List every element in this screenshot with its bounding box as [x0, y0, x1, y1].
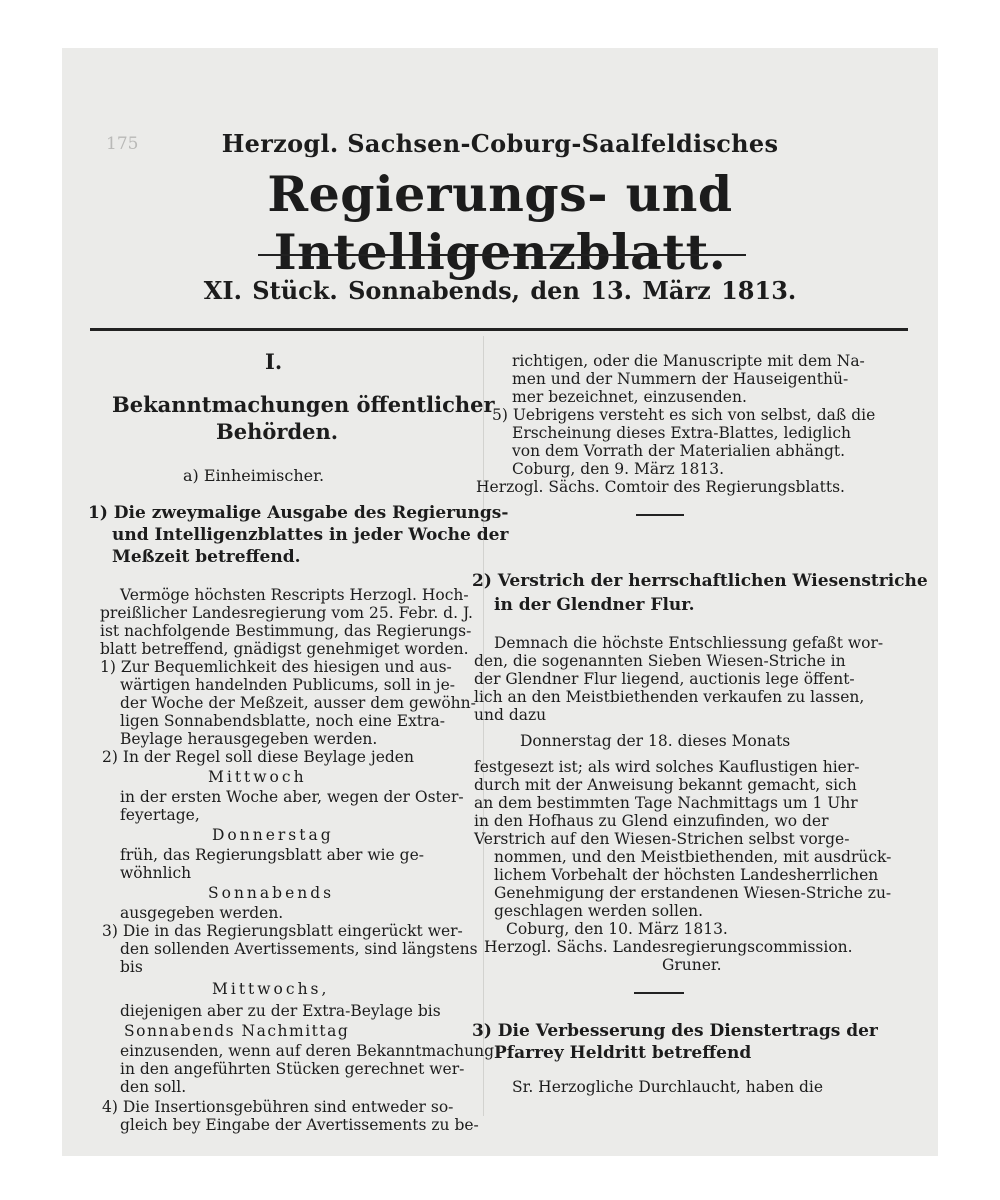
- body-line: Erscheinung dieses Extra-Blattes, lediglich: [512, 424, 852, 442]
- body-line: und dazu: [474, 706, 547, 724]
- body-line: 3) Die in das Regierungsblatt eingerückt wer-: [102, 922, 463, 940]
- body-line: blatt betreffend, gnädigst genehmiget worden.: [100, 640, 469, 658]
- body-line: Beylage herausgegeben werden.: [120, 730, 378, 748]
- signature-line: Herzogl. Sächs. Landesregierungscommission.: [484, 938, 853, 956]
- body-line: Genehmigung der erstandenen Wiesen-Striche zu-: [494, 884, 892, 902]
- section-number: I.: [265, 349, 283, 374]
- body-line: wöhnlich: [120, 864, 192, 882]
- body-line: in der ersten Woche aber, wegen der Oster-: [120, 788, 464, 806]
- body-line: wärtigen handelnden Publicums, soll in je-: [120, 676, 455, 694]
- item-heading-line: Meßzeit betreffend.: [112, 547, 301, 567]
- newspaper-page: [62, 48, 938, 1156]
- dateline: Coburg, den 9. März 1813.: [512, 460, 724, 478]
- body-line: der Woche der Meßzeit, ausser dem gewöhn-: [120, 694, 476, 712]
- body-line: geschlagen werden sollen.: [494, 902, 704, 920]
- emphasized-day: Sonnabends: [208, 884, 335, 902]
- body-line: in den angeführten Stücken gerechnet wer-: [120, 1060, 465, 1078]
- body-line: lich an den Meistbiethenden verkaufen zu lassen,: [474, 688, 865, 706]
- body-line: nommen, und den Meistbiethenden, mit ausdrück-: [494, 848, 892, 866]
- masthead-rule: [258, 254, 746, 256]
- body-line: Verstrich auf den Wiesen-Strichen selbst vorge-: [474, 830, 850, 848]
- column-divider: [483, 336, 484, 1116]
- page-number: 175: [106, 134, 139, 154]
- body-line: 1) Zur Bequemlichkeit des hiesigen und aus-: [100, 658, 452, 676]
- body-line: der Glendner Flur liegend, auctionis lege öffent-: [474, 670, 855, 688]
- body-line: von dem Vorrath der Materialien abhängt.: [512, 442, 846, 460]
- issue-line: XI. Stück. Sonnabends, den 13. März 1813.: [203, 276, 797, 305]
- body-line: 5) Uebrigens versteht es sich von selbst, daß die: [492, 406, 876, 424]
- body-line: durch mit der Anweisung bekannt gemacht, sich: [474, 776, 857, 794]
- body-line: den, die sogenannten Sieben Wiesen-Striche in: [474, 652, 846, 670]
- section-heading-line: Bekanntmachungen öffentlicher: [112, 392, 495, 417]
- emphasized-day: Mittwoch: [208, 768, 307, 786]
- header-rule: [90, 328, 908, 331]
- masthead-title: Regierungs- und Intelligenzblatt.: [267, 165, 733, 281]
- body-line: gleich bey Eingabe der Avertissements zu be-: [120, 1116, 479, 1134]
- body-line: bis: [120, 958, 143, 976]
- emphasized-day: Mittwochs,: [212, 980, 330, 998]
- separator-rule: [636, 514, 684, 516]
- body-line: einzusenden, wenn auf deren Bekanntmachung: [120, 1042, 494, 1060]
- body-line: Vermöge höchsten Rescripts Herzogl. Hoch-: [120, 586, 469, 604]
- body-line: ist nachfolgende Bestimmung, das Regierungs-: [100, 622, 472, 640]
- body-line: ausgegeben werden.: [120, 904, 284, 922]
- body-line: 2) In der Regel soll diese Beylage jeden: [102, 748, 414, 766]
- emphasized-date: Donnerstag der 18. dieses Monats: [520, 732, 791, 750]
- subsection-heading: a) Einheimischer.: [183, 466, 325, 485]
- masthead-subtitle: Herzogl. Sachsen-Coburg-Saalfeldisches: [221, 129, 779, 158]
- signatory-name: Gruner.: [662, 956, 722, 974]
- body-line: mer bezeichnet, einzusenden.: [512, 388, 747, 406]
- emphasized-day: Donnerstag: [212, 826, 334, 844]
- body-line: den sollenden Avertissements, sind längstens: [120, 940, 478, 958]
- dateline: Coburg, den 10. März 1813.: [506, 920, 728, 938]
- body-line: Demnach die höchste Entschliessung gefaßt wor-: [494, 634, 884, 652]
- body-line: Sr. Herzogliche Durchlaucht, haben die: [512, 1078, 824, 1096]
- separator-rule: [634, 992, 684, 994]
- body-line: feyertage,: [120, 806, 200, 824]
- section-heading-line: Behörden.: [216, 419, 339, 444]
- signature-line: Herzogl. Sächs. Comtoir des Regierungsblatts.: [476, 478, 845, 496]
- body-line: an dem bestimmten Tage Nachmittags um 1 Uhr: [474, 794, 858, 812]
- item-heading-line: 3) Die Verbesserung des Dienstertrags der: [472, 1021, 878, 1041]
- item-heading-line: und Intelligenzblattes in jeder Woche der: [112, 525, 509, 545]
- item-heading-line: Pfarrey Heldritt betreffend: [494, 1043, 752, 1063]
- body-line: 4) Die Insertionsgebühren sind entweder so-: [102, 1098, 454, 1116]
- body-line: früh, das Regierungsblatt aber wie ge-: [120, 846, 424, 864]
- item-heading-line: in der Glendner Flur.: [494, 595, 695, 615]
- body-line: ligen Sonnabendsblatte, noch eine Extra-: [120, 712, 445, 730]
- body-line: festgesezt ist; als wird solches Kauflustigen hier-: [474, 758, 860, 776]
- body-line: den soll.: [120, 1078, 187, 1096]
- body-line: in den Hofhaus zu Glend einzufinden, wo der: [474, 812, 829, 830]
- emphasized-day: Sonnabends Nachmittag: [124, 1022, 350, 1040]
- body-line: men und der Nummern der Hauseigenthü-: [512, 370, 849, 388]
- body-line: richtigen, oder die Manuscripte mit dem Na-: [512, 352, 865, 370]
- item-heading-line: 2) Verstrich der herrschaftlichen Wiesenstriche: [472, 571, 928, 591]
- body-line: lichem Vorbehalt der höchsten Landesherrlichen: [494, 866, 879, 884]
- body-line: preißlicher Landesregierung vom 25. Febr. d. J.: [100, 604, 473, 622]
- item-heading-line: 1) Die zweymalige Ausgabe des Regierungs-: [88, 503, 509, 523]
- body-line: diejenigen aber zu der Extra-Beylage bis: [120, 1002, 441, 1020]
